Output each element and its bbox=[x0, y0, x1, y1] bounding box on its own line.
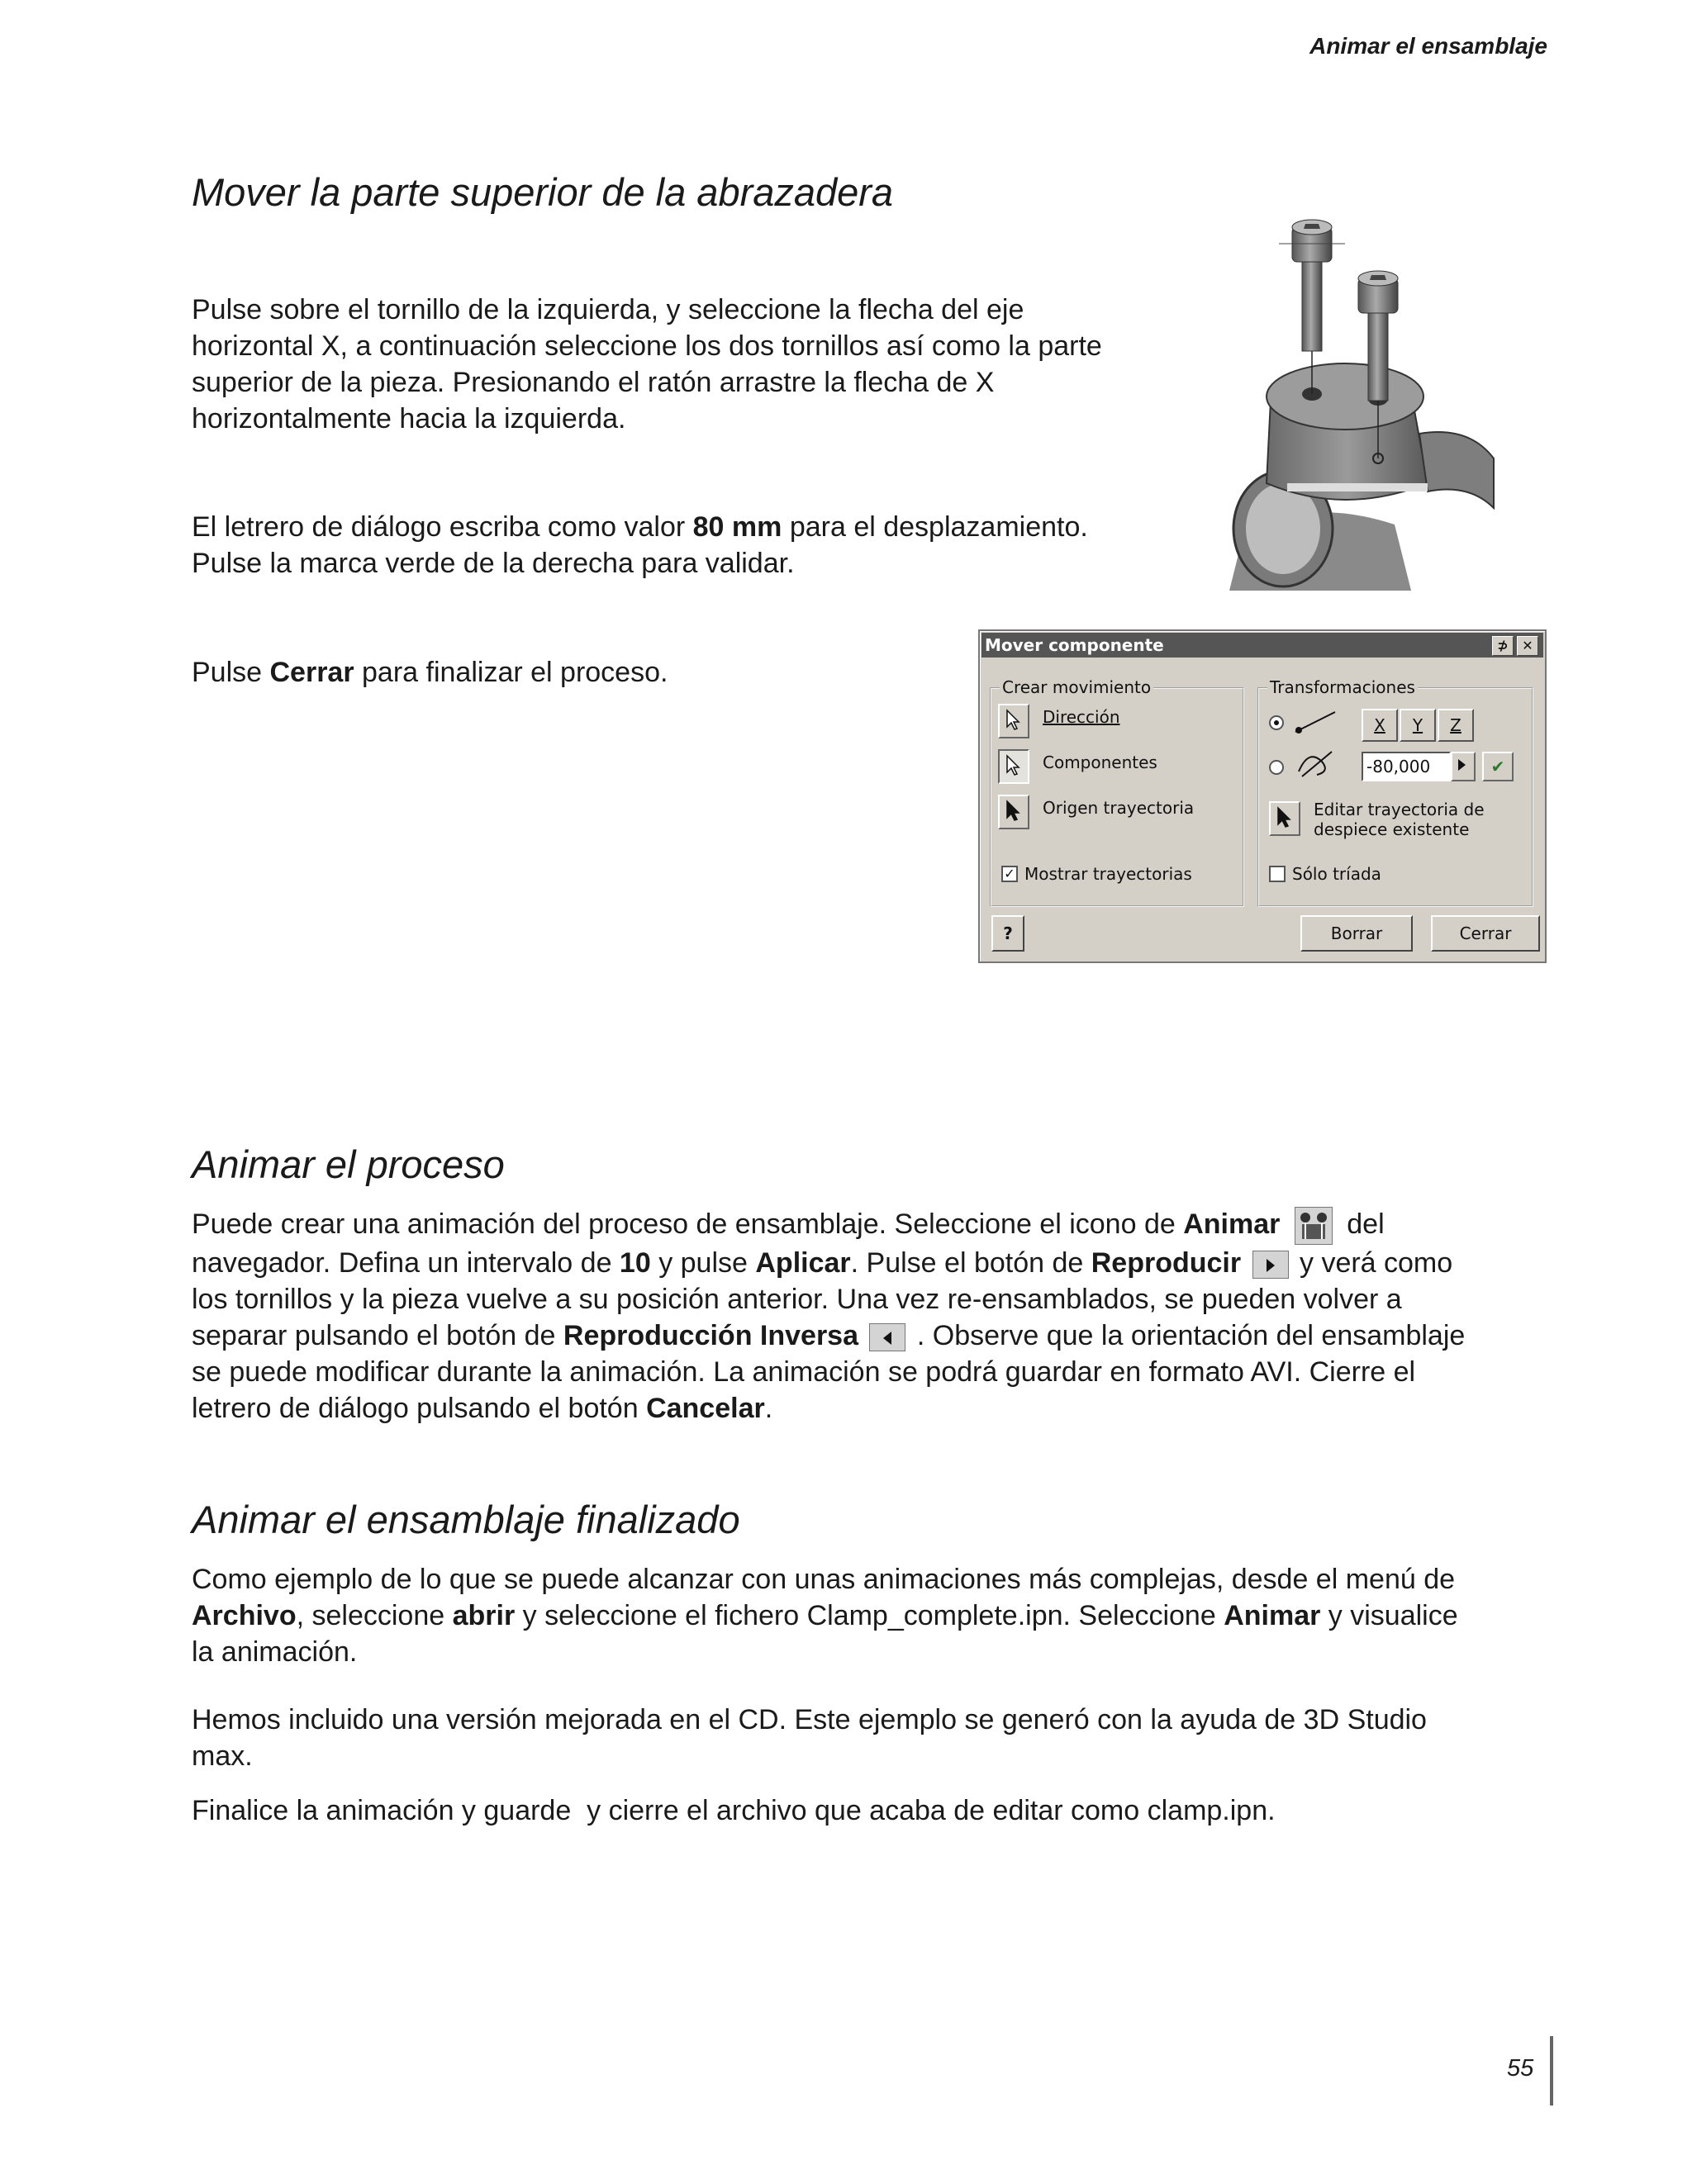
page-number: 55 bbox=[1507, 2055, 1534, 2082]
bold-value: 80 mm bbox=[692, 511, 782, 543]
components-select-button[interactable] bbox=[998, 749, 1029, 784]
bold-open: abrir bbox=[452, 1600, 516, 1631]
paragraph-close bbox=[192, 654, 668, 691]
arrow-cursor-icon bbox=[1000, 705, 1024, 734]
text-run: del bbox=[1338, 1208, 1385, 1240]
text-run: y visualice bbox=[1320, 1600, 1458, 1631]
text-run: y pulse bbox=[650, 1247, 756, 1280]
text-line: se puede modificar durante la animación. La animación se podrá guardar en formato AVI. Cierre el bbox=[192, 1356, 1416, 1389]
show-paths-checkbox[interactable]: ✓ bbox=[1001, 866, 1018, 882]
axis-x-button[interactable]: X bbox=[1362, 709, 1398, 742]
text-line: Hemos incluido una versión mejorada en el CD. Este ejemplo se generó con la ayuda de 3D Studio bbox=[192, 1704, 1427, 1735]
rotation-icon bbox=[1292, 747, 1338, 780]
apply-check-button[interactable]: ✔ bbox=[1482, 752, 1514, 781]
paragraph-animate-process bbox=[192, 1206, 1547, 1427]
text-run: . bbox=[764, 1393, 773, 1425]
axis-z-button[interactable]: Z bbox=[1438, 709, 1474, 742]
text-run: . Observe que la orientación del ensamblaje bbox=[909, 1320, 1466, 1352]
distance-value-field[interactable]: -80,000 bbox=[1362, 752, 1451, 781]
value-spinner-button[interactable] bbox=[1451, 752, 1476, 781]
direction-select-button[interactable] bbox=[998, 704, 1029, 738]
text-line: Como ejemplo de lo que se puede alcanzar con unas animaciones más complejas, desde el menú de bbox=[192, 1564, 1456, 1595]
edit-path-button[interactable] bbox=[1269, 801, 1300, 836]
components-label: Componentes bbox=[1043, 753, 1157, 772]
close-icon[interactable]: ✕ bbox=[1517, 636, 1538, 656]
axis-y-button[interactable]: Y bbox=[1400, 709, 1436, 742]
text-run: . Pulse el botón de bbox=[850, 1247, 1091, 1280]
running-header: Animar el ensamblaje bbox=[1309, 33, 1547, 59]
text-run: letrero de diálogo pulsando el botón bbox=[192, 1393, 647, 1425]
animate-icon bbox=[1295, 1207, 1333, 1245]
bold-interval: 10 bbox=[619, 1247, 651, 1280]
text-line: max. bbox=[192, 1740, 253, 1772]
bold-file-menu: Archivo bbox=[192, 1600, 297, 1631]
text-run: separar pulsando el botón de bbox=[192, 1320, 563, 1352]
triad-only-checkbox[interactable] bbox=[1269, 866, 1286, 882]
arrow-cursor-icon bbox=[1271, 803, 1295, 831]
bold-reverse-play: Reproducción Inversa bbox=[563, 1320, 858, 1352]
paragraph-finish bbox=[192, 1792, 1276, 1829]
arrow-cursor-icon bbox=[1000, 796, 1024, 824]
text-run: y verá como bbox=[1291, 1247, 1453, 1280]
section-title-finished-assembly: Animar el ensamblaje finalizado bbox=[192, 1498, 740, 1541]
origin-select-button[interactable] bbox=[998, 795, 1029, 829]
text-line: los tornillos y la pieza vuelve a su posición anterior. Una vez re-ensamblados, se pueden volver a bbox=[192, 1284, 1402, 1316]
edit-path-line: Editar trayectoria de bbox=[1314, 800, 1485, 819]
clamp-assembly-illustration bbox=[1221, 211, 1523, 591]
origin-label: Origen trayectoria bbox=[1043, 798, 1195, 818]
help-button[interactable]: ? bbox=[991, 915, 1024, 952]
text-line: Pulse la marca verde de la derecha para validar. bbox=[192, 548, 795, 579]
linear-transform-radio[interactable] bbox=[1269, 715, 1284, 730]
pin-button[interactable]: ⊅ bbox=[1492, 636, 1514, 656]
text-run: para finalizar el proceso. bbox=[354, 657, 668, 688]
text-line: Pulse sobre el tornillo de la izquierda, y seleccione la flecha del eje bbox=[192, 294, 1024, 325]
rotation-transform-radio[interactable] bbox=[1269, 760, 1284, 775]
bold-play: Reproducir bbox=[1091, 1247, 1242, 1280]
close-button[interactable]: Cerrar bbox=[1431, 915, 1540, 952]
arrow-cursor-icon bbox=[1000, 751, 1024, 779]
page-number-rule bbox=[1550, 2036, 1553, 2106]
text-run: Puede crear una animación del proceso de ensamblaje. Seleccione el icono de bbox=[192, 1208, 1184, 1240]
text-line: horizontalmente hacia la izquierda. bbox=[192, 403, 626, 434]
text-run: , seleccione bbox=[296, 1600, 453, 1631]
section-title-move: Mover la parte superior de la abrazadera bbox=[192, 170, 894, 214]
bold-animate: Animar bbox=[1183, 1208, 1281, 1240]
text-run: para el desplazamiento. bbox=[782, 511, 1088, 543]
text-run: El letrero de diálogo escriba como valor bbox=[192, 511, 693, 543]
text-line: la animación. bbox=[192, 1636, 358, 1668]
bold-animate: Animar bbox=[1224, 1600, 1321, 1631]
paragraph-example bbox=[192, 1561, 1547, 1670]
text-run: y seleccione el fichero Clamp_complete.ipn. Seleccione bbox=[515, 1600, 1224, 1631]
text-line: superior de la pieza. Presionando el ratón arrastre la flecha de X bbox=[192, 367, 995, 398]
move-component-dialog bbox=[978, 629, 1547, 963]
bold-apply: Aplicar bbox=[755, 1247, 851, 1280]
paragraph-improved-version bbox=[192, 1702, 1547, 1774]
clear-button[interactable]: Borrar bbox=[1300, 915, 1413, 952]
dialog-title: Mover componente bbox=[985, 635, 1164, 655]
edit-path-line: despiece existente bbox=[1314, 819, 1470, 839]
text-run: navegador. Defina un intervalo de bbox=[192, 1247, 620, 1280]
group-legend: Transformaciones bbox=[1267, 677, 1418, 697]
section-title-animate-process: Animar el proceso bbox=[192, 1142, 505, 1186]
group-legend: Crear movimiento bbox=[1000, 677, 1153, 697]
triad-only-label: Sólo tríada bbox=[1292, 864, 1381, 884]
paragraph-instructions bbox=[192, 292, 1102, 437]
bold-close: Cerrar bbox=[269, 657, 354, 688]
linear-move-icon bbox=[1290, 707, 1340, 737]
play-icon bbox=[1252, 1251, 1289, 1279]
paragraph-value bbox=[192, 509, 1088, 582]
show-paths-label: Mostrar trayectorias bbox=[1024, 864, 1192, 884]
triangle-right-icon bbox=[1452, 753, 1471, 776]
direction-label: Dirección bbox=[1043, 707, 1120, 727]
bold-cancel: Cancelar bbox=[646, 1393, 765, 1425]
edit-path-label bbox=[1314, 800, 1485, 839]
dialog-titlebar bbox=[981, 633, 1543, 658]
text-line: Finalice la animación y guarde y cierre el archivo que acaba de editar como clamp.ipn. bbox=[192, 1795, 1276, 1826]
text-run: Pulse bbox=[192, 657, 270, 688]
reverse-play-icon bbox=[869, 1323, 905, 1351]
text-line: horizontal X, a continuación seleccione los dos tornillos así como la parte bbox=[192, 330, 1102, 362]
